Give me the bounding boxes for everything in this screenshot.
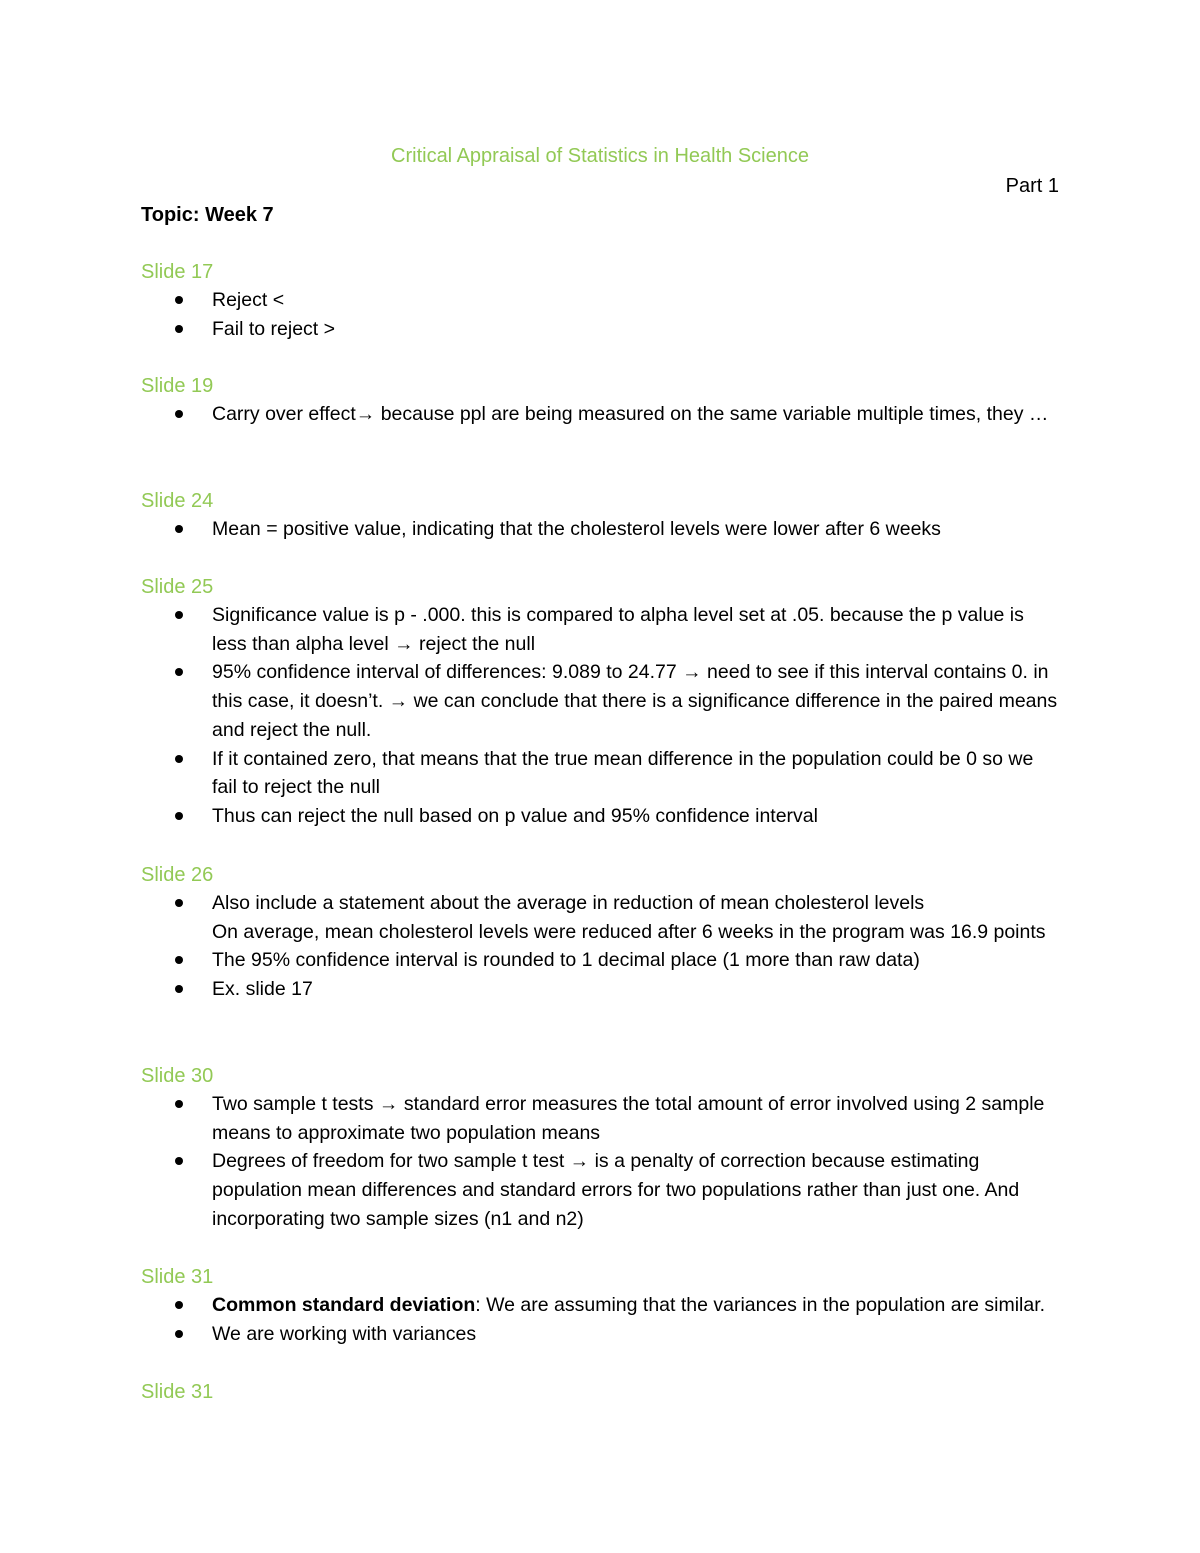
right-arrow-icon: → (682, 661, 702, 684)
right-arrow-icon: → (388, 690, 409, 713)
bullet-item: Significance value is p - .000. this is compared to alpha level set at .05. because the p value is less than alpha level → reject the null (141, 601, 1061, 658)
bullet-icon (175, 755, 183, 763)
bullet-list (141, 601, 1061, 831)
bullet-icon (175, 812, 183, 820)
bullet-item: Ex. slide 17 (141, 975, 1061, 1004)
bullet-icon (175, 668, 183, 676)
bullet-icon (175, 296, 183, 304)
slide-heading: Slide 31 (141, 1381, 214, 1403)
bullet-list (141, 1291, 1061, 1348)
bullet-item: Two sample t tests → standard error measures the total amount of error involved using 2 sample means to approximate two population means (141, 1090, 1061, 1147)
bullet-icon (175, 899, 183, 907)
section-slide-25 (141, 573, 1061, 831)
bullet-list (141, 400, 1061, 429)
slide-heading: Slide 31 (141, 1266, 214, 1288)
section-slide-31-repeat (141, 1378, 1061, 1406)
section-slide-30 (141, 1062, 1061, 1234)
topic-heading: Topic: Week 7 (141, 204, 274, 226)
right-arrow-icon: → (569, 1150, 590, 1173)
bullet-icon (175, 1157, 183, 1165)
section-slide-26 (141, 861, 1061, 1004)
bullet-icon (175, 956, 183, 964)
bullet-icon (175, 985, 183, 993)
bullet-item: If it contained zero, that means that the true mean difference in the population could be 0 so we fail to reject the null (141, 745, 1061, 802)
slide-heading: Slide 19 (141, 375, 214, 397)
bullet-item: Reject < (141, 286, 1061, 315)
bullet-item: Degrees of freedom for two sample t test → is a penalty of correction because estimating population mean differences and standard errors for two populations rather than just one. And incorporating two sample sizes (n1 and n2) (141, 1147, 1061, 1233)
bullet-item: Common standard deviation: We are assuming that the variances in the population are similar. (141, 1291, 1061, 1320)
bullet-item: Carry over effect→ because ppl are being measured on the same variable multiple times, they … (141, 400, 1061, 429)
document-title: Critical Appraisal of Statistics in Health Science (391, 145, 809, 167)
right-arrow-icon: → (355, 403, 376, 425)
bullet-item: The 95% confidence interval is rounded to 1 decimal place (1 more than raw data) (141, 946, 1061, 975)
bullet-icon (175, 1301, 183, 1309)
bullet-list (141, 1090, 1061, 1234)
bullet-item: We are working with variances (141, 1320, 1061, 1349)
term-bold: Common standard deviation (212, 1294, 476, 1316)
section-slide-19 (141, 372, 1061, 429)
right-arrow-icon: → (378, 1093, 399, 1115)
slide-heading: Slide 30 (141, 1065, 214, 1087)
bullet-item: Fail to reject > (141, 315, 1061, 344)
slide-heading: Slide 17 (141, 261, 214, 283)
bullet-item: Mean = positive value, indicating that the cholesterol levels were lower after 6 weeks (141, 515, 1061, 544)
section-slide-24 (141, 487, 1061, 544)
section-slide-17 (141, 258, 1061, 343)
bullet-list (141, 286, 1061, 343)
section-slide-31 (141, 1263, 1061, 1348)
part-label: Part 1 (1005, 175, 1059, 197)
bullet-list (141, 889, 1061, 1004)
bullet-item: Also include a statement about the average in reduction of mean cholesterol levels On average, mean cholesterol levels were reduced after 6 weeks in the program was 16.9 points (141, 889, 1061, 946)
slide-heading: Slide 24 (141, 490, 214, 512)
bullet-icon (175, 1100, 183, 1108)
bullet-icon (175, 611, 183, 619)
right-arrow-icon: → (394, 632, 414, 655)
bullet-icon (175, 525, 183, 533)
bullet-list (141, 515, 1061, 544)
bullet-icon (175, 410, 183, 418)
bullet-item: 95% confidence interval of differences: 9.089 to 24.77 → need to see if this interval contains 0. in this case, it doesn’t. → we can conclude that there is a significance difference in the paired means and reject the null. (141, 658, 1061, 744)
bullet-item: Thus can reject the null based on p value and 95% confidence interval (141, 802, 1061, 831)
bullet-continuation: On average, mean cholesterol levels were reduced after 6 weeks in the program was 16.9 points (212, 920, 1046, 943)
bullet-icon (175, 325, 183, 333)
slide-heading: Slide 26 (141, 864, 214, 886)
slide-heading: Slide 25 (141, 576, 214, 598)
bullet-icon (175, 1330, 183, 1338)
